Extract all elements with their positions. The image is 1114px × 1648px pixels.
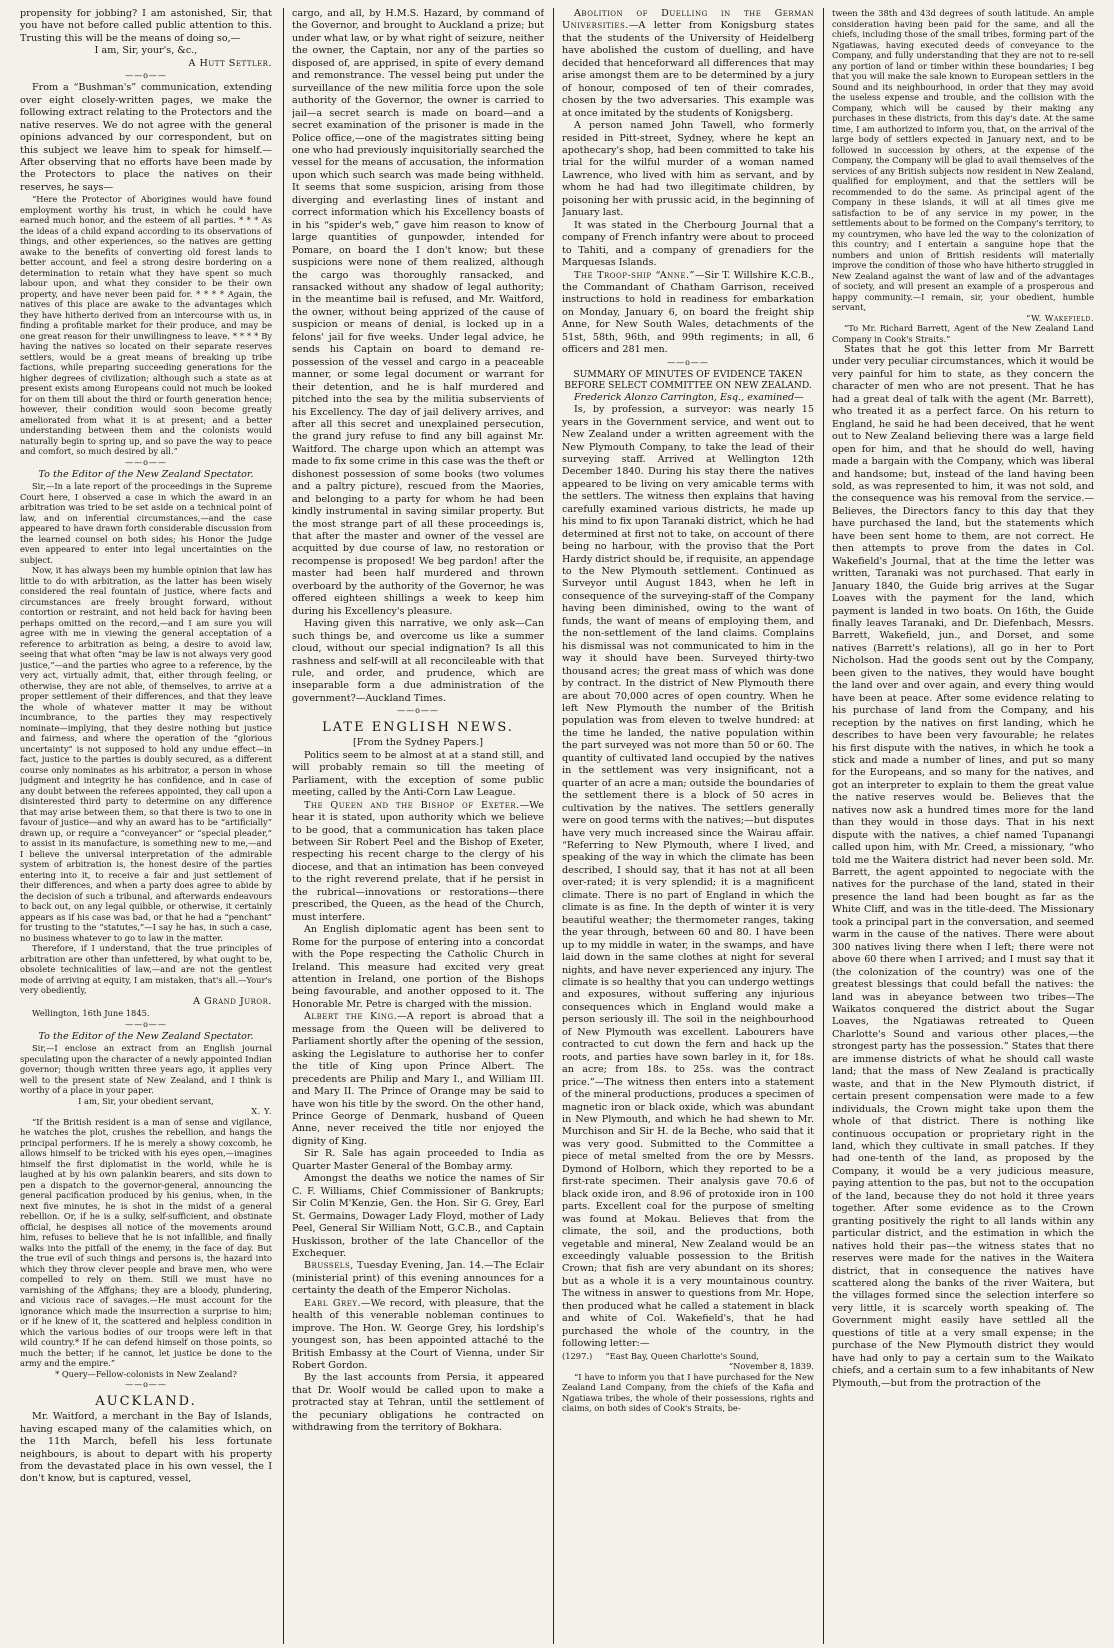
letter-paragraph: Now, it has always been my humble opinion that law has little to do with arbitration, as the latter has been wisely considered the real fountain of justice, where facts and circumstances are freely brought forward, without contortion or restraint, and not held back for having been perhaps omitted on the record,—and I am sure you will agree with me in viewing the general acceptation of a reference to arbitration as being, a desire to avoid law, seeing that what often “may be law is not always very good justice,”—and the parties who agree to a reference, by the very act, virtually admit, that, either through feeling, or otherwise, they are not able, of themselves, to arrive at a proper settlement of their differences, and that they leave the whole of whatever matter it may be without incumbrance, to the parties they may respectively nominate—implying, that they desire nothing but justice and fairness, and where the operation of the “glorious uncertainty” is not supposed to hold any undue effect—in fact, justice to the parties is doubly secured, as a different course only nominates as his arbitrator, a person in whose judgment and integrity he has confidence, and in case of any doubt between the referees appointed, they call upon a disinterested third party to determine on any difference that may arise between them, so that there is two to one in favour of justice—and why an award has to be “artificially” drawn up, or require a “conveyancer” or “special pleader,” to assist in its manufacture, is something new to me,—and I believe the universal interpretation of the admirable system of arbitration is, the honest desire of the parties entering into it, to receive a fair and just settlement of their differences, and when a party does agree to abide by the decision of such a tribunal, and afterwards endeavours to back out, on any legal quibble, or otherwise, it certainly appears as if his case was bad, or that he had a “penchant” for trusting to the “statutes,”—I say he has, in such a case, no business whatever to go to law in the matter.	[20, 565, 272, 943]
ornament-divider: ——o——	[125, 457, 167, 467]
ornament-divider: ——o——	[397, 706, 439, 716]
news-item	[292, 1298, 544, 1373]
letter-paragraph: “I have to inform you that I have purchased for the New Zealand Land Company, from the chiefs of the Kafia and Ngatiawa tribes, the whole of their possessions, rights and claims, on both sides of Cook's Straits, be-	[562, 1371, 814, 1414]
ornament-divider: ——o——	[125, 1019, 167, 1029]
paragraph: States that he got this letter from Mr Barrett under very peculiar circumstances, which it would be very painful for him to state, as they concern the character of men who are not present. That he has had a great deal of talk with the agent (Mr. Barrett), who treated it as a perfect farce. On his return to England, he said he had been deceived, that he went out to New Zealand believing there was a large field open for him, and that he should do well, having made a bargain with the Company, which was liberal and handsome; but, instead of the land having been sold, as was represented to him, it was not sold, and the consequence was his removal from the service.—Believes, the Directors fancy to this day that they have purchased the land, but the statements which have been sent home to them, are not correct. He then attempts to prove from the dates in Col. Wakefield's Journal, that at the time the letter was written, Taranaki was not purchased. That early in January 1840, the Guide brig arrives at the Sugar Loaves with the payment for the land, which payment is landed in two boats. On 16th, the Guide finally leaves Taranaki, and Dr. Diefenbach, Messrs. Barrett, Wakefield, jun., and Dorset, and some natives (Barrett's relations), all go in her to Port Nicholson. Had the goods sent out by the Company, been given to the natives, they would have bought the land over and over again, and every thing would have been at peace. After some evidence relating to his purchase of land from the Company, and his reception by the natives on first landing, which he describes to have been very favourable; he relates his first dispute with the natives, in which he took a stick and made a number of lines, and put so many for the Europeans, and so many for the natives, and got an interpreter to explain to them the great value the native reserves would be. Believes that the natives now ask a hundred times more for the land than they would in those days. That in his next dispute with the natives, a chief named Tupanangi called upon him, with Mr. Creed, a missionary, “who told me the Waitera district had never been sold. Mr. Barrett, the agent appointed to negociate with the natives for the purchase of the land, stated in their presence the land had been bought as far as the White Cliff, and was in the title-deed. The Missionary took a principal part in the conversation, and seemed warm in the cause of the natives. There were about 300 natives living there when I left; there were not above 60 there when I arrived; and I must say that it (the colonization of the country) was one of the greatest blessings that could befall the natives: the land was in abeyance between two tribes—The Waikatos conquered the district about the Sugar Loaves, the Ngatiawas retreated to Queen Charlotte's Sound and various other places,—the strongest party has the possession.” States that there are immense districts of what he should call waste land; that the mass of New Zealand is practically waste, and that in the New Plymouth district, if certain present compensation were made to a few individuals, the Crown might take upon them the whole of that district. There is nothing like continuous occupation or proprietary right in the land, which they cultivate in small patches. If they had one-tenth of the land, as proposed by the Company, it would be a very judicious measure, paying attention to the pas, but not to the occupation of the land, because they do not hold it three years together. After some evidence as to the Crown granting positively the right to all lands within any particular district, and the estimation in which the natives hold their pas—the witness states that no reserves were made for the natives in the Waitera district, that in consequence the natives have scattered along the banks of the river Waitera, but the villages formed since the selection interfere so very little, it is scarcely worth speaking of. The Government might easily have settled all the questions of title at a very small expense; in the purchase of the New Plymouth district they would have had only to pay a certain sum to the Waikato chiefs, and a certain sum to a few inhabitants of New Plymouth,—but from the protraction of the	[832, 344, 1094, 1389]
paragraph: By the last accounts from Persia, it appeared that Dr. Woolf would be called upon to make a protracted stay at Tehran, until the settlement of the pecuniary obligations he contracted on withdrawing from the territory of Bokhara.	[292, 1372, 544, 1434]
letter-address: “To Mr. Richard Barrett, Agent of the New Zealand Land Company in Cook's Straits.”	[832, 323, 1094, 344]
ornament-divider: ——o——	[125, 1380, 167, 1390]
column-2	[292, 8, 544, 1644]
paragraph: Sir R. Sale has again proceeded to India as Quarter Master General of the Bombay army.	[292, 1148, 544, 1172]
paragraph: cargo, and all, by H.M.S. Hazard, by command of the Governor, and brought to Auckland a prize; but under what law, or by what right of seizure, neither the owner, the Captain, nor any of the parties so disposed of, are apprised, in spite of every demand and remonstrance. The vessel being put under the surveillance of the new militia force upon the sole authority of the Governor, the owner is carried to jail—a secret search is made on board—and a secret examination of the prisoner is made in the Police office,—one of the magistrates sitting being one who had previously inquisitorially searched the vessel for the means of accusation, the information upon which such search was made being withheld. It seems that some suspicion, arising from those diverging and everlasting lines of instant and correct information which his Excellency boasts of in his “spider's web,” gave him reason to know of large quantities of gunpowder, intended for Pomare, on board the I don't know; but these suspicions were none of them realized, although the cargo was thoroughly ransacked, and ransacked without any shadow of legal authority; in the meantime bail is refused, and Mr. Waitford, the owner, without being apprized of the cause of suspicion or means of denial, is locked up in a felons' jail for five weeks. Under legal advice, he sends his Captain on board to demand re-possession of the vessel and cargo in a peaceable manner, or some legal document or warrant for their detention, and he is half murdered and pitched into the sea by the militia subservients of his Excellency. The day of jail delivery arrives, and after all this secret and unexplained persecution, the grand jury refuse to find any bill against Mr. Waitford. The charge upon which an attempt was made to fix some crime in this case was the theft or dishonest possession of some books (two volumes and a paltry picture), rescued from the Maories, and belonging to a party for whom he had been kindly instrumental in saving similar property. But the most strange part of all these proceedings is, that after the master and owner of the vessel are acquitted by due course of law, no restoration or recompense is proposed! We beg pardon! after the master had been half murdered and thrown overboard by the authority of the Governor, he was offered eighteen shillings a week to keep him during his Excellency's pleasure.	[292, 8, 544, 617]
ornament-divider: ——o——	[667, 357, 709, 367]
paragraph: Politics seem to be almost at at a stand still, and will probably remain so till the meeting of Parliament, with the exception of some public meeting, called by the Anti-Corn Law League.	[292, 749, 544, 799]
item-lead: Albert the King.	[304, 1011, 398, 1023]
paragraph: A person named John Tawell, who formerly resided in Pitt-street, Sydney, where he kept an apothecary's shop, had been committed to take his trial for the wilful murder of a woman named Lawrence, who lived with him as servant, and by whom he had had two illegitimate children, by poisoning her with prussic acid, in the beginning of January last.	[562, 120, 814, 219]
news-item	[562, 270, 814, 357]
item-lead: The Queen and the Bishop of Exeter.	[304, 799, 520, 811]
signature: X. Y.	[251, 1106, 272, 1117]
dateline: Wellington, 16th June 1845.	[32, 1008, 150, 1019]
item-text: —Sir T. Willshire K.C.B., the Commandant of Chatham Garrison, received instructions to hold in readiness for embarkation on Monday, January 6, on board the freight ship Anne, for New South Wales, detachments of the 51st, 58th, 96th, and 99th regiments; in all, 6 officers and 281 men.	[562, 269, 814, 356]
news-item	[292, 1011, 544, 1148]
paragraph: Having given this narrative, we only ask—Can such things be, and overcome us like a summer cloud, without our special indignation? Is all this rashness and self-will at all reconcileable with that rule, and order, and prudence, which are inseparable form a due administration of the government?—Auckland Times.	[292, 618, 544, 704]
footnote: * Query—Fellow-colonists in New Zealand?	[55, 1368, 237, 1379]
signature-closing: I am, Sir, your's, &c.,	[94, 45, 198, 57]
item-text: —A letter from Konigsburg states that the students of the University of Heidelberg have abolished the custom of duelling, and have decided that henceforward all differences that may arise amongst them are to be determined by a jury of honour, composed of ten of their comrades, chosen by the two adversaries. This example was at once imitated by the students of Konigsberg.	[562, 20, 814, 119]
column-1	[20, 8, 272, 1644]
item-text: —We record, with pleasure, that the health of this venerable nobleman continues to improve. The Hon. W. George Grey, his lordship's youngest son, has been appointed attaché to the British Embassy at the Court of Vienna, under Sir Robert Gordon.	[292, 1297, 544, 1372]
letter-paragraph: Sir,—In a late report of the proceedings in the Supreme Court here, I observed a case in which the award in an arbitration was tried to be set aside on a technical point of law, and on inferential circumstances,—and the case appeared to have drawn forth considerable discussion from the learned counsel on both sides; his Honor the Judge even appeared to enter into legal uncertainties on the subject.	[20, 481, 272, 565]
signature: A Grand Juror.	[193, 995, 272, 1007]
letter-header	[562, 1351, 814, 1362]
paragraph: Mr. Waitford, a merchant in the Bay of Islands, having escaped many of the calamities which, on the 11th March, befell his less fortunate neighbours, is about to depart with his property from the devastated place in his own vessel, the I don't know, but is captured, vessel,	[20, 1411, 272, 1485]
quoted-extract: “Here the Protector of Aborigines would have found employment worthy his trust, in which he could have earned much honor, and the esteem of all parties. * * * As the ideas of a child expand according to its observations of things, and other experiences, so the natives are getting awake to the benefits of converting old forest lands to better account, and feel a strong desire bordering on a determination to retain what they have spent so much labour upon, and what they consider to be their own property, and have never been paid for. * * * * Again, the natives of this place are awake to the advantages which they have hitherto derived from an intercourse with us, in finding a profitable market for their produce, and may be one great reason for their unwillingness to leave. * * * * By having the natives so located on their separate reserves settlers, would be a great means of breaking up tribe factions, while preparing succeeding generations for the higher degrees of civilization; although such a state as at present exists among Europeans could not much be looked for on them till about the third or fourth generation hence; however, their condition would soon become greatly ameliorated from what it is at present; and a better understanding between them and the colonists would naturally begin to spring up, and so pave the way to peace and comfort, so much desired by all.”	[20, 194, 272, 457]
column-4	[832, 8, 1094, 1644]
letter-place: “East Bay, Queen Charlotte's Sound,	[605, 1350, 760, 1361]
letter-heading: To the Editor of the New Zealand Spectator.	[38, 468, 254, 480]
quoted-extract: “If the British resident is a man of sense and vigilance, he watches the plot, crushes the rebellion, and hangs the principal performers. If he is merely a showy coxcomb, he allows himself to be tricked with his eyes open,—imagines himself the first diplomatist in the world, while he is laughed at by his own palankin bearers, and sits down to pen a dispatch to the governor-general, announcing the general pacification produced by his genius, when, in the next five minutes, he is shot in the midst of a general rebellion. Or, if he is a sulky, self-sufficient, and obstinate official, he despises all notice of the movements around him, refuses to believe that he is not infallible, and finally walks into the pitfall of the enemy, in the face of day. But the true evil of such things and persons is, the hazard into which they throw clever people and brave men, who were compelled to rely on them. Still we must have no varnishing of the Affghans; they are a bloody, plundering, and vicious race of savages.—He must account for the ignorance which made the insurrection a surprise to him; or if he knew of it, the scattered and helpless condition in which the various bodies of our troops were left in that wild country.* If he can defend himself on those points, so much the better; if he cannot, let justice be done to the army and the empire.”	[20, 1116, 272, 1369]
column-rule	[553, 8, 554, 1644]
ornament-divider: ——o——	[125, 71, 167, 81]
paragraph: Is, by profession, a surveyor: was nearly 15 years in the Government service, and went out to New Zealand under a written agreement with the New Plymouth Company, to take the lead of their surveying staff. Arrived at Wellington 12th December 1840. During his stay there the natives appeared to be living on very amicable terms with the settlers. The witness then explains that having carefully examined various districts, he made up his mind to fix upon Taranaki district, which he had determined at first not to take, on account of there being no harbour, with the proviso that the Port Hardy district should be, if requisite, an appendage to the New Plymouth settlement. Continued as Surveyor until August 1843, when he left in consequence of the surveying-staff of the Company having been diminished, owing to the want of funds, the want of means of employing them, and the non-settlement of the land claims. Complains his dismissal was not communicated to him in the way it should have been. Surveyed thirty-two thousand acres; the great mass of which was done by contract. In the district of New Plymouth there are about 70,000 acres of open country. When he left New Plymouth the number of the British population was from eleven to twelve hundred: at the time he landed, the native population within the part surveyed was not more than 50 or 60. The quantity of cultivated land occupied by the natives in the settlement was very insignificant, not a quarter of an acre a man; outside the boundaries of the settlement there is a block of 50 acres in cultivation by the natives. The settlers generally were on good terms with the natives;—but disputes have very much increased since the Wairau affair. “Referring to New Plymouth, where I lived, and speaking of the way in which the climate has been described, I should say, that it has not at all been over-rated; it is very splendid; it is a magnificent climate. There is no part of England in which the climate is as fine. In the depth of winter it is very beautiful weather; the thermometer ranges, taking the year through, between 60 and 80. I have been up to my middle in water, in the swamps, and have laid down in the same clothes at night for several nights, and have never experienced any injury. The climate is so healthy that you can undergo wettings and exposures, without suffering any injurious consequences which in England would make a person seriously ill. The soil in the neighbourhood of New Plymouth was excellent. Labourers have contracted to cut down the fern and hack up the roots, and parties have sown barley in it, for 18s. an acre; from 18s. to 25s. was the contract price.”—The witness then enters into a statement of the mineral productions, produces a specimen of magnetic iron or black oxide, which was abundant in New Plymouth, and which he had shewn to Mr. Murchison and Sir H. de la Beche, who said that it was very good. Submitted to the Committee a piece of metal smelted from the ore by Messrs. Dymond of Holborn, which they reported to be a first-rate specimen. Their analysis gave 70.6 of black oxide iron, and 8.96 of protoxide iron in 100 parts. Excellent coal for the purpose of smelting was found at Mokau. Believes that from the climate, the soil, and the productions, both vegetable and mineral, New Zealand would be an exceedingly valuable possession to the British Crown; that fish are very abundant on its shores; but as a whole it is a very mountainous country. The witness in answer to questions from Mr. Hope, then produced what he called a statement in black and white of Col. Wakefield's, that he had purchased the whole of the country, in the following letter:—	[562, 404, 814, 1350]
item-text: Tuesday Evening, Jan. 14.—The Eclair (ministerial print) of this evening announces for a certainty the death of the Emperor Nicholas.	[292, 1260, 544, 1297]
witness-line: Frederick Alonzo Carrington, Esq., examined—	[574, 391, 804, 403]
section-heading: LATE ENGLISH NEWS.	[322, 720, 514, 736]
letter-paragraph: Sir,—I enclose an extract from an English journal speculating upon the character of a newly appointed Indian governor; though written three years ago, it applies very well to the present state of New Zealand, and I think is worthy of a place in your paper.	[20, 1043, 272, 1096]
item-lead: Brussels,	[304, 1260, 354, 1272]
item-text: —We hear it is stated, upon authority which we believe to be good, that a communication has taken place between Sir Robert Peel and the Bishop of Exeter, respecting his recent charge to the clergy of his diocese, and that an intimation has been conveyed to the right reverend prelate, that if he persist in the rubrical—innovations or restorations—there prescribed, the Queen, as the head of the Church, must interfere.	[292, 799, 544, 923]
source-line: [From the Sydney Papers.]	[353, 737, 483, 749]
item-lead: The Troop-ship “Anne.”	[574, 269, 695, 281]
news-item	[292, 800, 544, 925]
letter-paragraph: tween the 38th and 43d degrees of south latitude. An ample consideration having been paid for the same, and all the chiefs, including those of the small tribes, forming part of the Ngatiawas, having executed deeds of conveyance to the Company, and fully understanding that they are not to re-sell any portion of land or timber within these boundaries; I beg that you will make the sale known to European settlers in the Sound and its neighbourhood, in order that they may avoid the useless expense and trouble, and the collision with the Company, which will be caused by their making any purchases in these districts, from this day's date. At the same time, I am authorized to inform you, that, on the arrival of the large body of settlers expected in January next, and to be followed in succession by others, at the expense of the Company, the Company will be glad to avail themselves of the services of any British subjects now resident in New Zealand, qualified for employment, and that the settlers will be recommended to do the same. As principal agent of the Company in these islands, it will at all times give me satisfaction to be of any service in my power, in the settlements about to be formed on the Company's territory, to my countrymen, who have led the way to the colonization of this country; and I entertain a sanguine hope that the numbers and union of British residents will materially improve the condition of those who have hitherto struggled in New Zealand against the want of law and of the advantages of society, and will present an example of a prosperous and happy community.—I remain, sir, your obedient, humble servant,	[832, 8, 1094, 312]
item-lead: Abolition of Duelling in the German Universities.	[562, 8, 814, 32]
section-heading: SUMMARY OF MINUTES OF EVIDENCE TAKEN BEFORE SELECT COMMITTEE ON NEW ZEALAND.	[564, 368, 812, 392]
paragraph: It was stated in the Cherbourg Journal that a company of French infantry were about to proceed to Tahiti, and a company of grenadiers for the Marquesas Islands.	[562, 219, 814, 269]
signature-closing: I am, Sir, your obedient servant,	[78, 1095, 214, 1106]
letter-paragraph: Therefore, if I understand, that the true principles of arbitration are other than unfettered, by what ought to be, obsolete technicalities of law,—and are not the gentlest mode of arriving at equity, I am mistaken, that's all.—Your's very obediently,	[20, 943, 272, 996]
signature: “W. Wakefield.	[1026, 312, 1094, 323]
letter-heading: To the Editor of the New Zealand Spectator.	[38, 1030, 254, 1042]
paragraph: Amongst the deaths we notice the names of Sir C. F. Williams, Chief Commissioner of Bankrupts; Sir Colin M'Kenzie, Gen. the Hon. Sir G. Grey, Earl St. Germains, Dowager Lady Floyd, mother of Lady Peel, General Sir William Nott, G.C.B., and Captain Huskisson, brother of the late Chancellor of the Exchequer.	[292, 1173, 544, 1259]
letter-date: “November 8, 1839.	[728, 1361, 814, 1372]
item-text: —A report is abroad that a message from the Queen will be delivered to Parliament shortly after the opening of the session, asking the Legislature to authorise her to confer the title of King upon Prince Albert. The precedents are Philip and Mary I., and William III. and Mary II. The Prince of Orange may be said to have won his title by the sword. On the other hand, Prince George of Denmark, husband of Queen Anne, never received the title nor enjoyed the dignity of King.	[292, 1011, 544, 1147]
paragraph: From a “Bushman's” communication, extending over eight closely-written pages, we make the following extract relating to the Protectors and the native reserves. We do not agree with the general opinions advanced by our correspondent, but on this subject we leave him to speak for himself.—After observing that no efforts have been made by the Protectors to place the natives on their reserves, he says—	[20, 82, 272, 193]
column-rule	[283, 8, 284, 1644]
letter-number: (1297.)	[562, 1350, 593, 1361]
column-rule	[823, 8, 824, 1644]
paragraph: propensity for jobbing? I am astonished, Sir, that you have not before called public attention to this. Trusting this will be the means of doing so,—	[20, 8, 272, 44]
section-heading: AUCKLAND.	[95, 1394, 197, 1410]
signature: A Hutt Settler.	[188, 57, 272, 69]
item-lead: Earl Grey.	[304, 1297, 362, 1309]
column-3	[562, 8, 814, 1644]
news-item	[292, 1260, 544, 1297]
paragraph: An English diplomatic agent has been sent to Rome for the purpose of entering into a concordat with the Pope respecting the Catholic Church in Ireland. This measure had excited very great attention in Ireland, one portion of the Bishops being favourable, and another opposed to it. The Honorable Mr. Petre is charged with the mission.	[292, 924, 544, 1010]
news-item	[562, 8, 814, 120]
